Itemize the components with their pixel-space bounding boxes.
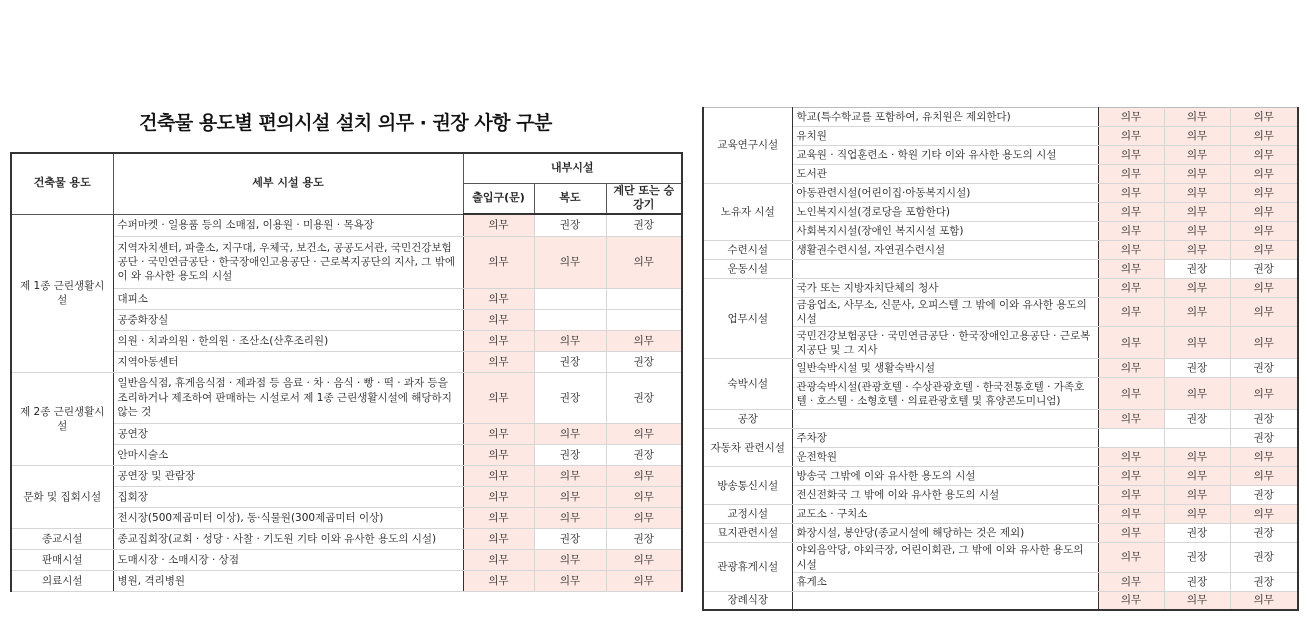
corridor-value: 의무: [1164, 279, 1230, 298]
left-table: [10, 152, 683, 592]
stairs-value: 의무: [606, 486, 682, 507]
table-row: [703, 486, 1298, 505]
stairs-value: 의무: [1230, 184, 1298, 203]
corridor-value: 의무: [534, 570, 606, 591]
building-category: 교육연구시설: [703, 108, 792, 184]
facility-description: 수퍼마켓 · 일용품 등의 소매점, 이용원 · 미용원 · 목욕장: [113, 214, 463, 236]
entrance-value: 의무: [463, 507, 534, 528]
facility-description: 생활권수련시설, 자연권수련시설: [792, 241, 1098, 260]
facility-description: 의원 · 치과의원 · 한의원 · 조산소(산후조리원): [113, 330, 463, 351]
building-category: 의료시설: [11, 570, 113, 591]
facility-description: 종교집회장(교회 · 성당 · 사찰 · 기도원 기타 이와 유사한 용도의 시설): [113, 528, 463, 549]
entrance-value: 의무: [1098, 505, 1164, 524]
stairs-value: [606, 309, 682, 330]
stairs-value: 의무: [1230, 591, 1298, 610]
corridor-value: 의무: [1164, 467, 1230, 486]
stairs-value: 의무: [1230, 467, 1298, 486]
building-category: 노유자 시설: [703, 184, 792, 241]
entrance-value: 의무: [463, 444, 534, 465]
table-row: [703, 146, 1298, 165]
table-row: [703, 378, 1298, 410]
corridor-value: 권장: [534, 444, 606, 465]
facility-description: 공중화장실: [113, 309, 463, 330]
building-category: 문화 및 집회시설: [11, 465, 113, 528]
entrance-value: 의무: [1098, 241, 1164, 260]
entrance-value: 의무: [463, 351, 534, 372]
entrance-value: 의무: [1098, 448, 1164, 467]
header-entrance: 출입구(문): [463, 183, 534, 214]
table-row: [11, 549, 682, 570]
facility-description: 안마시술소: [113, 444, 463, 465]
header-corridor: 복도: [534, 183, 606, 214]
building-category: 업무시설: [703, 279, 792, 359]
corridor-value: 의무: [1164, 298, 1230, 327]
facility-description: 국가 또는 지방자치단체의 청사: [792, 279, 1098, 298]
entrance-value: 의무: [1098, 127, 1164, 146]
corridor-value: 의무: [1164, 127, 1230, 146]
stairs-value: 권장: [1230, 543, 1298, 572]
page-title: 건축물 용도별 편의시설 설치 의무 · 권장 사항 구분: [139, 112, 552, 134]
corridor-value: 권장: [1164, 543, 1230, 572]
facility-description: 도매시장 · 소매시장 · 상점: [113, 549, 463, 570]
stairs-value: 의무: [1230, 241, 1298, 260]
stairs-value: 권장: [606, 214, 682, 236]
corridor-value: 의무: [1164, 146, 1230, 165]
right-table: [702, 107, 1299, 611]
corridor-value: 의무: [1164, 327, 1230, 359]
facility-description: 운전학원: [792, 448, 1098, 467]
facility-description: 학교(특수학교를 포함하여, 유치원은 제외한다): [792, 108, 1098, 127]
entrance-value: [1098, 429, 1164, 448]
building-category: 수련시설: [703, 241, 792, 260]
stairs-value: 권장: [1230, 410, 1298, 429]
facility-description: 주차장: [792, 429, 1098, 448]
building-category: 공장: [703, 410, 792, 429]
table-row: [703, 184, 1298, 203]
corridor-value: 권장: [534, 351, 606, 372]
building-category: 묘지관련시설: [703, 524, 792, 543]
stairs-value: 의무: [1230, 327, 1298, 359]
left-table-body: [11, 214, 682, 591]
corridor-value: 의무: [1164, 184, 1230, 203]
stairs-value: 의무: [606, 465, 682, 486]
corridor-value: 의무: [1164, 378, 1230, 410]
header-building-use: 건축물 용도: [11, 153, 113, 214]
facility-description: 도서관: [792, 165, 1098, 184]
entrance-value: 의무: [1098, 279, 1164, 298]
stairs-value: 의무: [606, 507, 682, 528]
table-row: [703, 327, 1298, 359]
corridor-value: 권장: [534, 528, 606, 549]
table-row: [703, 108, 1298, 127]
entrance-value: 의무: [463, 528, 534, 549]
building-category: 제 1종 근린생활시설: [11, 214, 113, 372]
facility-description: 방송국 그밖에 이와 유사한 용도의 시설: [792, 467, 1098, 486]
table-row: [703, 448, 1298, 467]
building-category: 판매시설: [11, 549, 113, 570]
entrance-value: 의무: [1098, 298, 1164, 327]
stairs-value: 의무: [1230, 279, 1298, 298]
right-table-body: [703, 108, 1298, 611]
table-row: [11, 528, 682, 549]
facility-description: 지역아동센터: [113, 351, 463, 372]
header-stairs: 계단 또는 승강기: [606, 183, 682, 214]
stairs-value: 권장: [1230, 359, 1298, 378]
stairs-value: 의무: [1230, 108, 1298, 127]
facility-description: 지역자치센터, 파출소, 지구대, 우체국, 보건소, 공공도서관, 국민건강보험공단 · 국민연금공단 · 한국장애인고용공단 · 근로복지공단의 지사, 그 밖에 이 와 유사한 용도의 시설: [113, 236, 463, 288]
corridor-value: 의무: [1164, 505, 1230, 524]
entrance-value: 의무: [1098, 327, 1164, 359]
facility-description: 휴게소: [792, 572, 1098, 591]
table-row: [703, 279, 1298, 298]
stairs-value: 권장: [1230, 486, 1298, 505]
table-row: [703, 127, 1298, 146]
stairs-value: 의무: [1230, 165, 1298, 184]
facility-description: 일반숙박시설 및 생활숙박시설: [792, 359, 1098, 378]
entrance-value: 의무: [463, 288, 534, 309]
corridor-value: 의무: [534, 549, 606, 570]
stairs-value: 권장: [1230, 572, 1298, 591]
corridor-value: 의무: [1164, 486, 1230, 505]
entrance-value: 의무: [1098, 543, 1164, 572]
entrance-value: 의무: [463, 214, 534, 236]
entrance-value: 의무: [463, 372, 534, 423]
table-row: [703, 359, 1298, 378]
table-row: [703, 260, 1298, 279]
table-row: [11, 465, 682, 486]
building-category: 교정시설: [703, 505, 792, 524]
entrance-value: 의무: [1098, 572, 1164, 591]
table-row: [703, 572, 1298, 591]
stairs-value: [606, 288, 682, 309]
corridor-value: 의무: [534, 236, 606, 288]
building-category: 숙박시설: [703, 359, 792, 410]
stairs-value: 권장: [1230, 524, 1298, 543]
entrance-value: 의무: [1098, 410, 1164, 429]
table-row: [11, 570, 682, 591]
entrance-value: 의무: [1098, 203, 1164, 222]
stairs-value: 의무: [1230, 448, 1298, 467]
facility-description: 공연장: [113, 423, 463, 444]
table-row: [703, 524, 1298, 543]
facility-description: 전신전화국 그 밖에 이와 유사한 용도의 시설: [792, 486, 1098, 505]
entrance-value: 의무: [463, 486, 534, 507]
facility-description: 국민건강보험공단 · 국민연금공단 · 한국장애인고용공단 · 근로복지공단 및 그 지사: [792, 327, 1098, 359]
stairs-value: 의무: [1230, 505, 1298, 524]
stairs-value: 의무: [1230, 203, 1298, 222]
entrance-value: 의무: [1098, 524, 1164, 543]
facility-description: 공연장 및 관람장: [113, 465, 463, 486]
corridor-value: [1164, 429, 1230, 448]
entrance-value: 의무: [1098, 222, 1164, 241]
corridor-value: [534, 309, 606, 330]
facility-description: 야외음악당, 야외극장, 어린이회관, 그 밖에 이와 유사한 용도의 시설: [792, 543, 1098, 572]
building-category: 자동차 관련시설: [703, 429, 792, 467]
facility-description: 전시장(500제곱미터 이상), 동·식물원(300제곱미터 이상): [113, 507, 463, 528]
facility-description: 금융업소, 사무소, 신문사, 오피스텔 그 밖에 이와 유사한 용도의 시설: [792, 298, 1098, 327]
facility-description: [792, 591, 1098, 610]
building-category: 운동시설: [703, 260, 792, 279]
entrance-value: 의무: [463, 309, 534, 330]
table-row: [703, 505, 1298, 524]
corridor-value: 의무: [1164, 165, 1230, 184]
corridor-value: 의무: [534, 465, 606, 486]
facility-description: [792, 410, 1098, 429]
entrance-value: 의무: [1098, 591, 1164, 610]
building-category: 종교시설: [11, 528, 113, 549]
corridor-value: 권장: [1164, 524, 1230, 543]
facility-description: 노인복지시설(경로당을 포함한다): [792, 203, 1098, 222]
entrance-value: 의무: [1098, 467, 1164, 486]
entrance-value: 의무: [1098, 378, 1164, 410]
corridor-value: 의무: [534, 330, 606, 351]
corridor-value: 의무: [1164, 591, 1230, 610]
corridor-value: 의무: [1164, 241, 1230, 260]
facility-description: 관광숙박시설(관광호텔 · 수상관광호텔 · 한국전통호텔 · 가족호텔 · 호스텔 · 소형호텔 · 의료관광호텔 및 휴양콘도미니엄): [792, 378, 1098, 410]
corridor-value: 권장: [534, 214, 606, 236]
stairs-value: 권장: [606, 351, 682, 372]
entrance-value: 의무: [463, 423, 534, 444]
stairs-value: 권장: [606, 528, 682, 549]
corridor-value: 의무: [1164, 222, 1230, 241]
stairs-value: 의무: [606, 549, 682, 570]
stairs-value: 의무: [606, 330, 682, 351]
entrance-value: 의무: [1098, 108, 1164, 127]
corridor-value: 권장: [1164, 572, 1230, 591]
table-row: [703, 467, 1298, 486]
corridor-value: 의무: [1164, 203, 1230, 222]
table-row: [11, 214, 682, 236]
entrance-value: 의무: [463, 465, 534, 486]
stairs-value: 의무: [1230, 378, 1298, 410]
facility-description: 집회장: [113, 486, 463, 507]
header-internal: 내부시설: [463, 153, 682, 183]
facility-description: 화장시설, 봉안당(종교시설에 해당하는 것은 제외): [792, 524, 1098, 543]
corridor-value: 권장: [1164, 410, 1230, 429]
table-row: [703, 429, 1298, 448]
table-row: [11, 372, 682, 423]
table-row: [703, 222, 1298, 241]
table-row: [703, 203, 1298, 222]
corridor-value: 의무: [534, 486, 606, 507]
stairs-value: 의무: [606, 423, 682, 444]
entrance-value: 의무: [1098, 165, 1164, 184]
corridor-value: 의무: [1164, 108, 1230, 127]
entrance-value: 의무: [1098, 260, 1164, 279]
building-category: 방송통신시설: [703, 467, 792, 505]
building-category: 장례식장: [703, 591, 792, 610]
table-row: [703, 165, 1298, 184]
facility-description: [792, 260, 1098, 279]
facility-description: 아동관련시설(어린이집·아동복지시설): [792, 184, 1098, 203]
stairs-value: 의무: [606, 570, 682, 591]
corridor-value: 권장: [534, 372, 606, 423]
stairs-value: 의무: [606, 236, 682, 288]
stairs-value: 권장: [606, 444, 682, 465]
stairs-value: 의무: [1230, 222, 1298, 241]
facility-description: 일반음식점, 휴게음식점 · 제과점 등 음료 · 차 · 음식 · 빵 · 떡 · 과자 등을 조리하거나 제조하여 판매하는 시설로서 제 1종 근린생활시설에 해당하지 않는 것: [113, 372, 463, 423]
table-row: [703, 543, 1298, 572]
entrance-value: 의무: [463, 570, 534, 591]
facility-description: 병원, 격리병원: [113, 570, 463, 591]
corridor-value: 권장: [1164, 260, 1230, 279]
building-category: 관광휴게시설: [703, 543, 792, 591]
entrance-value: 의무: [463, 236, 534, 288]
facility-description: 유치원: [792, 127, 1098, 146]
facility-description: 사회복지시설(장애인 복지시설 포함): [792, 222, 1098, 241]
building-category: 제 2종 근린생활시설: [11, 372, 113, 465]
entrance-value: 의무: [1098, 486, 1164, 505]
corridor-value: 권장: [1164, 359, 1230, 378]
corridor-value: [534, 288, 606, 309]
facility-description: 교도소 · 구치소: [792, 505, 1098, 524]
stairs-value: 권장: [1230, 260, 1298, 279]
facility-description: 대피소: [113, 288, 463, 309]
stairs-value: 의무: [1230, 298, 1298, 327]
corridor-value: 의무: [1164, 448, 1230, 467]
stairs-value: 권장: [1230, 429, 1298, 448]
entrance-value: 의무: [1098, 146, 1164, 165]
stairs-value: 권장: [606, 372, 682, 423]
stairs-value: 의무: [1230, 146, 1298, 165]
table-row: [703, 241, 1298, 260]
entrance-value: 의무: [1098, 359, 1164, 378]
entrance-value: 의무: [463, 549, 534, 570]
entrance-value: 의무: [463, 330, 534, 351]
header-detail-use: 세부 시설 용도: [113, 153, 463, 214]
table-row: [703, 410, 1298, 429]
entrance-value: 의무: [1098, 184, 1164, 203]
stairs-value: 의무: [1230, 127, 1298, 146]
facility-description: 교육원 · 직업훈련소 · 학원 기타 이와 유사한 용도의 시설: [792, 146, 1098, 165]
corridor-value: 의무: [534, 423, 606, 444]
table-row: [703, 298, 1298, 327]
table-row: [703, 591, 1298, 610]
corridor-value: 의무: [534, 507, 606, 528]
